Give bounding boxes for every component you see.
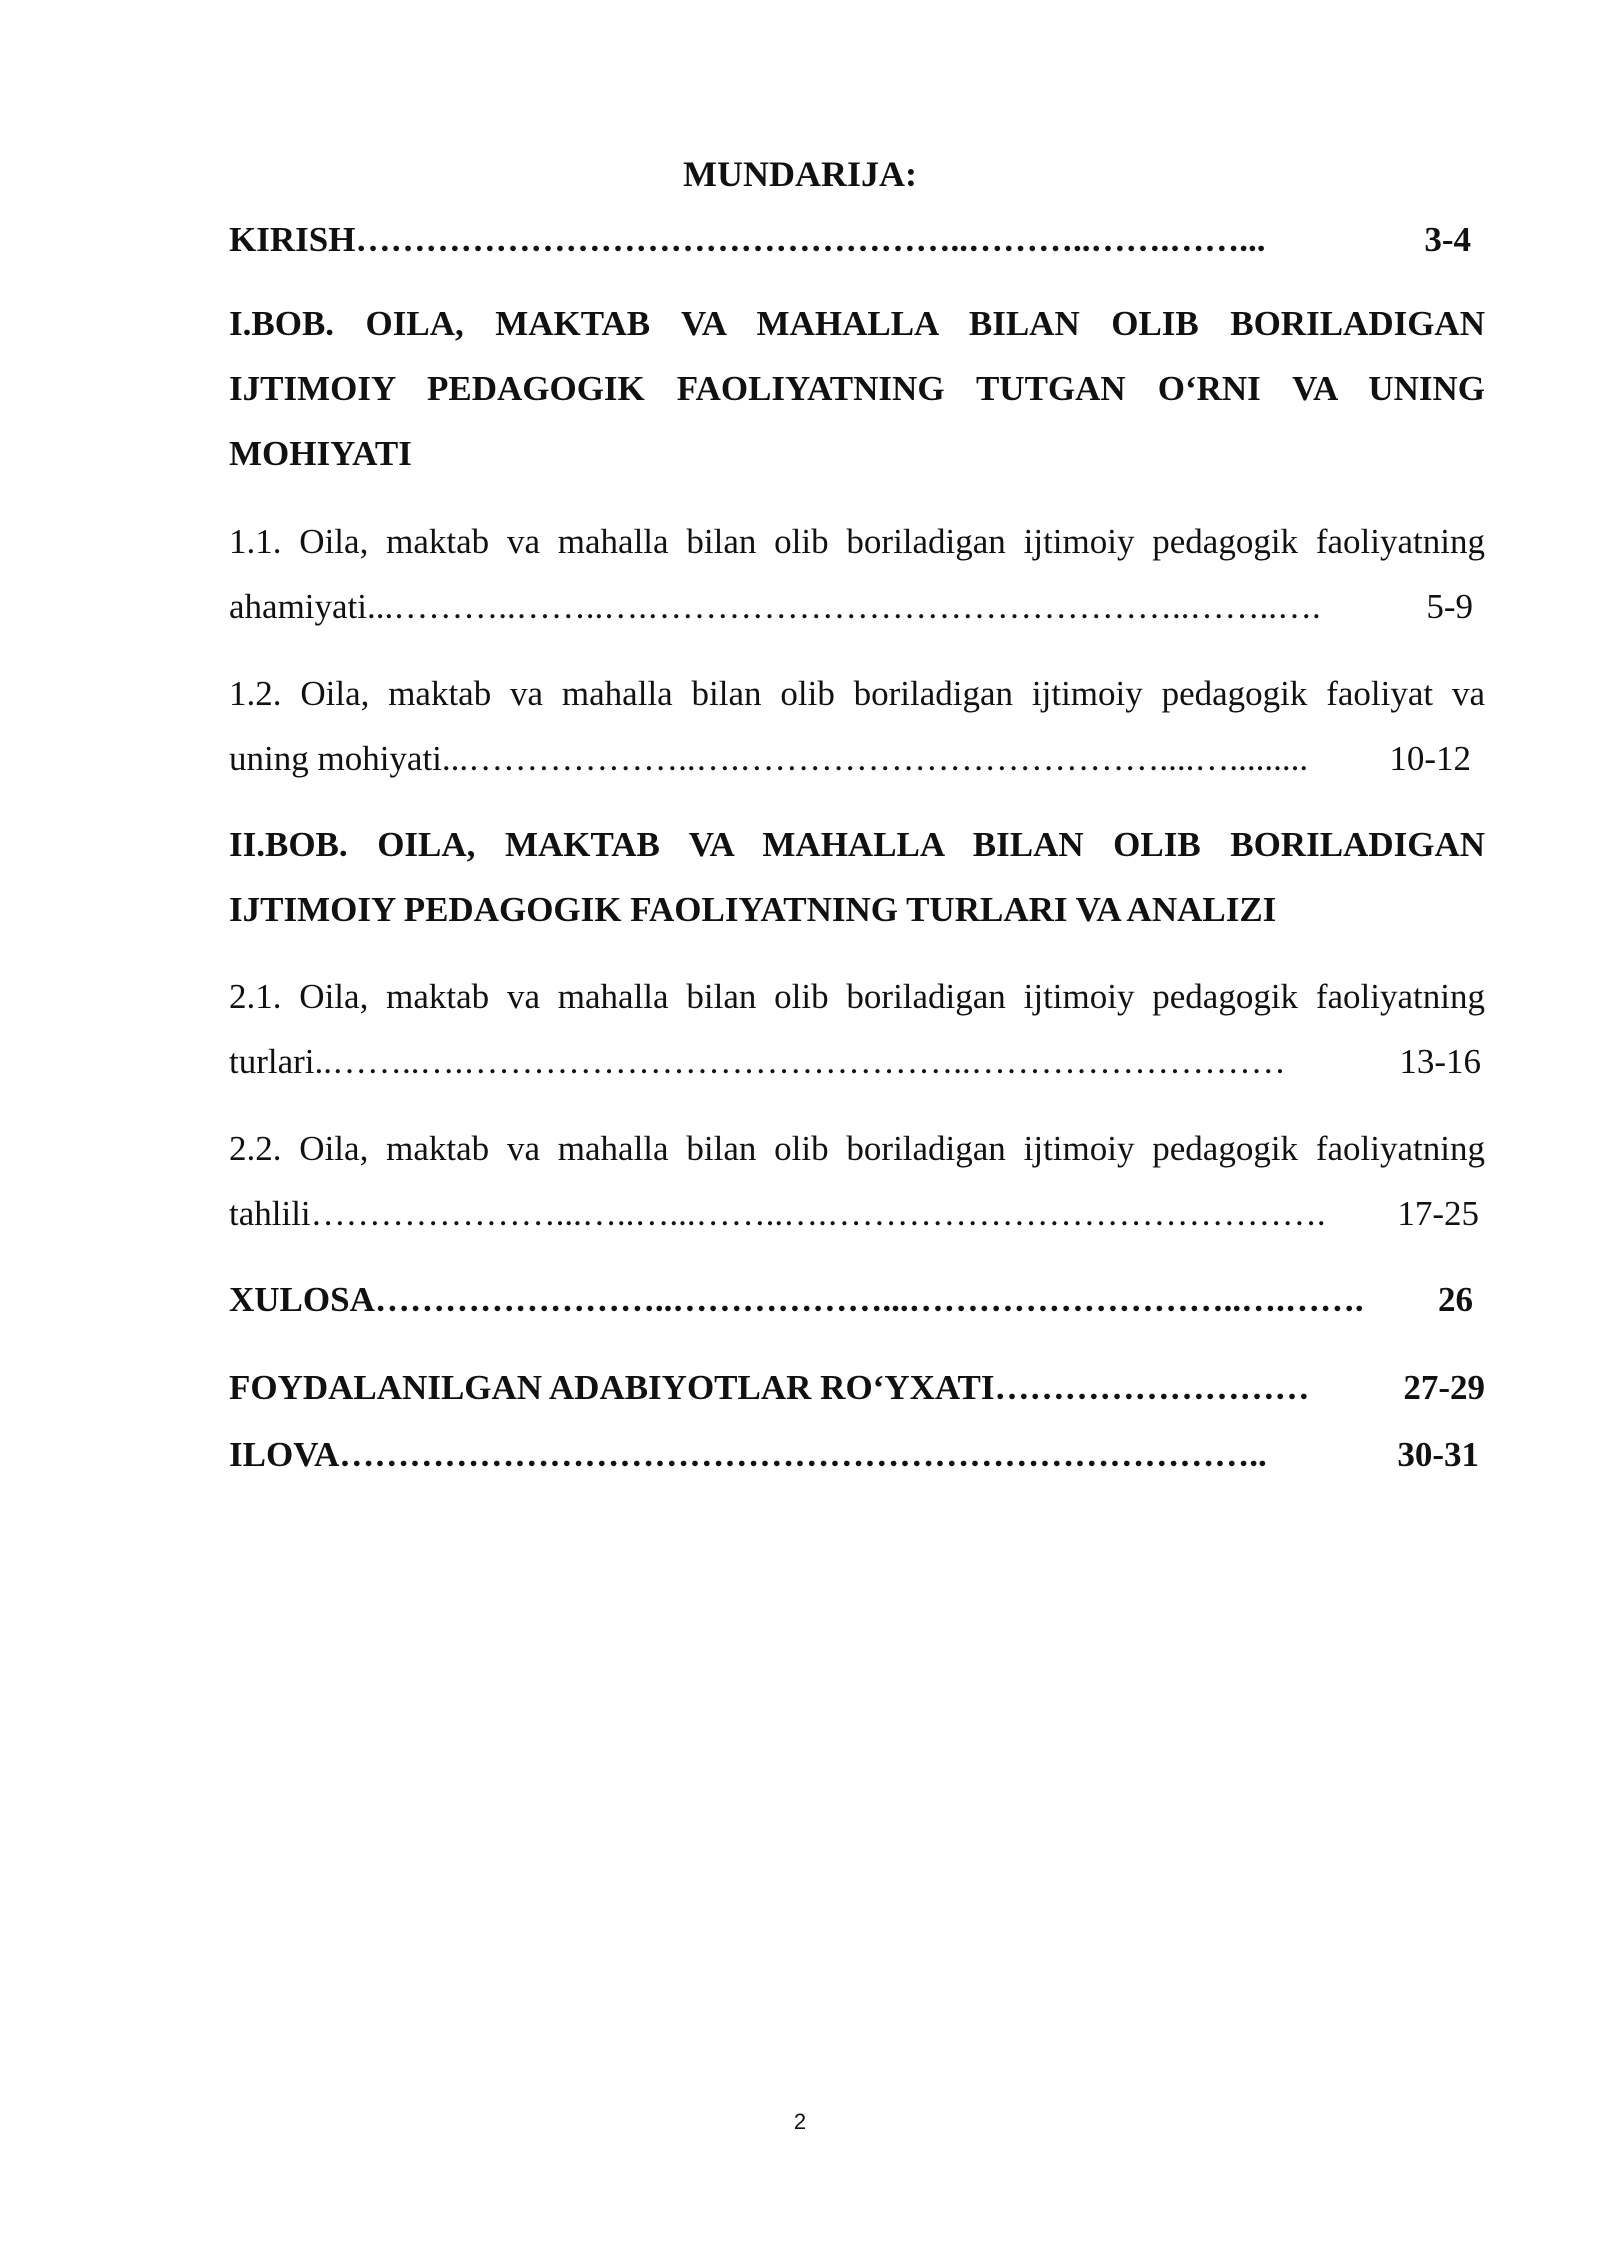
- toc-entry-label: KIRISH: [229, 220, 356, 259]
- toc-leader-dots: ..……..….……………………………………..………………………: [314, 1042, 1286, 1081]
- toc-page-range: 26: [1438, 1280, 1473, 1319]
- toc-entry-section-2-1[interactable]: [229, 1040, 1481, 1084]
- toc-leader-dots: ………………………: [994, 1368, 1310, 1407]
- toc-leader-dots: …………………...…..…...……..….…………………………………….: [310, 1194, 1326, 1233]
- toc-page-range: 13-16: [1399, 1042, 1481, 1081]
- toc-entry-conclusion[interactable]: [229, 1278, 1473, 1322]
- toc-page-range: 10-12: [1389, 739, 1471, 778]
- toc-leader-dots: ……………………………………………………………………..: [339, 1435, 1267, 1474]
- toc-page-range: 30-31: [1397, 1435, 1479, 1474]
- toc-entry-label: tahlili: [229, 1194, 311, 1233]
- chapter-2-heading-line-2[interactable]: IJTIMOIY PEDAGOGIK FAOLIYATNING TURLARI VA ANALIZI: [229, 890, 1277, 929]
- toc-page-range: 3-4: [1424, 220, 1471, 259]
- section-2-1-title[interactable]: 2.1. Oila, maktab va mahalla bilan olib boriladigan ijtimoiy pedagogik faoliyatning: [229, 977, 1485, 1016]
- toc-entry-references[interactable]: [229, 1366, 1485, 1410]
- toc-entry-section-1-1[interactable]: [229, 585, 1473, 629]
- toc-leader-dots: ……………………..………………...………………………..….…….: [374, 1280, 1364, 1319]
- toc-entry-label: ILOVA: [229, 1435, 340, 1474]
- chapter-1-heading-line-1[interactable]: I.BOB. OILA, MAKTAB VA MAHALLA BILAN OLIB BORILADIGAN: [229, 304, 1485, 343]
- toc-entry-section-2-2[interactable]: [229, 1192, 1479, 1236]
- page-title: MUNDARIJA:: [683, 154, 917, 194]
- toc-leader-dots: ...………………..….………………………………....….........: [441, 739, 1309, 778]
- chapter-2-heading-line-1[interactable]: II.BOB. OILA, MAKTAB VA MAHALLA BILAN OLIB BORILADIGAN: [229, 825, 1485, 864]
- toc-leader-dots: ……………………………………………..………..…….……...: [355, 220, 1266, 259]
- toc-entry-section-1-2[interactable]: [229, 737, 1471, 781]
- section-2-2-title[interactable]: 2.2. Oila, maktab va mahalla bilan olib boriladigan ijtimoiy pedagogik faoliyatning: [229, 1129, 1485, 1168]
- page-number: 2: [793, 2109, 807, 2134]
- toc-entry-appendix[interactable]: [229, 1433, 1479, 1477]
- toc-entry-label: FOYDALANILGAN ADABIYOTLAR RO‘YXATI: [229, 1368, 995, 1407]
- toc-entry-label: XULOSA: [229, 1280, 375, 1319]
- section-1-2-title[interactable]: 1.2. Oila, maktab va mahalla bilan olib boriladigan ijtimoiy pedagogik faoliyat va: [229, 674, 1485, 713]
- toc-page-range: 27-29: [1403, 1368, 1485, 1407]
- toc-page-range: 5-9: [1426, 587, 1473, 626]
- toc-leader-dots: ...………..……..….………………………………………..……..….: [367, 587, 1321, 626]
- toc-entry-intro[interactable]: [229, 218, 1471, 262]
- toc-page-range: 17-25: [1397, 1194, 1479, 1233]
- chapter-1-heading-line-3[interactable]: MOHIYATI: [229, 434, 412, 473]
- chapter-1-heading-line-2[interactable]: IJTIMOIY PEDAGOGIK FAOLIYATNING TUTGAN O‘RNI VA UNING: [229, 369, 1485, 408]
- toc-entry-label: turlari: [229, 1042, 315, 1081]
- section-1-1-title[interactable]: 1.1. Oila, maktab va mahalla bilan olib boriladigan ijtimoiy pedagogik faoliyatning: [229, 522, 1485, 561]
- toc-entry-label: ahamiyati: [229, 587, 368, 626]
- toc-entry-label: uning mohiyati: [229, 739, 442, 778]
